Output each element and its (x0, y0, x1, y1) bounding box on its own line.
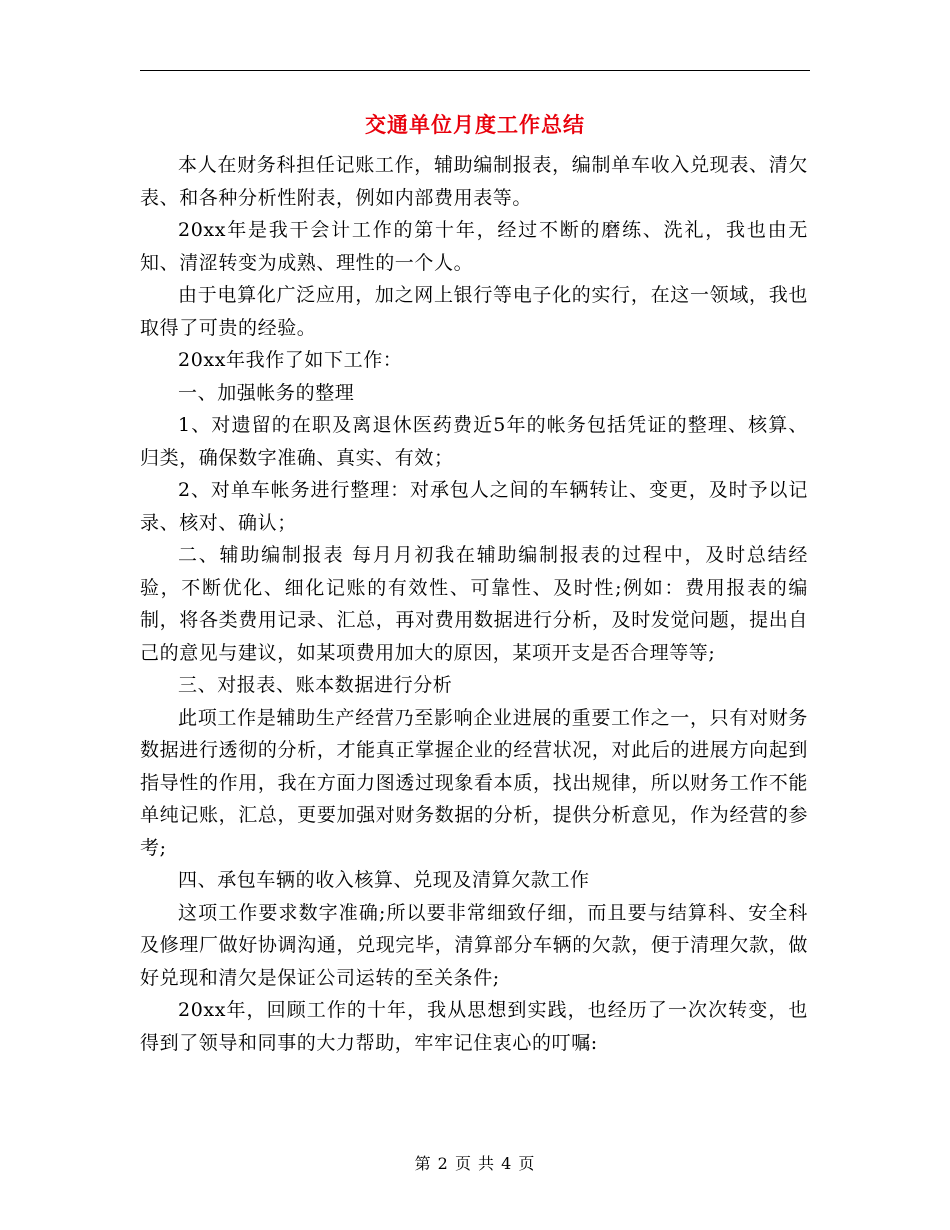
paragraph-review: 20xx年，回顾工作的十年，我从思想到实践，也经历了一次次转变，也得到了领导和同事的大力帮助，牢牢记住衷心的叮嘱: (140, 999, 808, 1054)
document-title: 交通单位月度工作总结 (365, 112, 585, 137)
paragraph-item-1: 1、对遗留的在职及离退休医药费近5年的帐务包括凭证的整理、核算、归类，确保数字准确、真实、有效； (140, 414, 808, 469)
heading-section-3: 三、对报表、账本数据进行分析 (178, 674, 453, 696)
paragraph-work-list-intro: 20xx年我作了如下工作： (178, 349, 403, 371)
document-body (140, 149, 808, 1059)
heading-section-1: 一、加强帐务的整理 (178, 381, 355, 404)
paragraph-section-4-body: 这项工作要求数字准确;所以要非常细致仔细，而且要与结算科、安全科及修理厂做好协调沟通，兑现完毕，清算部分车辆的欠款，便于清理欠款，做好兑现和清欠是保证公司运转的至关条件; (140, 901, 808, 989)
paragraph-computerization: 由于电算化广泛应用，加之网上银行等电子化的实行，在这一领域，我也取得了可贵的经验。 (140, 284, 808, 339)
header-rule (140, 70, 810, 71)
paragraph-section-3-body: 此项工作是辅助生产经营乃至影响企业进展的重要工作之一，只有对财务数据进行透彻的分析，才能真正掌握企业的经营状况，对此后的进展方向起到指导性的作用，我在方面力图透过现象看本质，找出规律，所以财务工作不能单纯记账，汇总，更要加强对财务数据的分析，提供分析意见，作为经营的参考; (140, 706, 808, 859)
paragraph-tenth-year: 20xx年是我干会计工作的第十年，经过不断的磨练、洗礼，我也由无知、清涩转变为成熟、理性的一个人。 (140, 219, 808, 274)
paragraph-section-2: 二、辅助编制报表 每月月初我在辅助编制报表的过程中，及时总结经验，不断优化、细化记账的有效性、可靠性、及时性;例如：费用报表的编制，将各类费用记录、汇总，再对费用数据进行分析，及时发觉问题，提出自己的意见与建议，如某项费用加大的原因，某项开支是否合理等等; (140, 544, 808, 664)
heading-section-4: 四、承包车辆的收入核算、兑现及清算欠款工作 (178, 869, 590, 891)
paragraph-item-2: 2、对单车帐务进行整理：对承包人之间的车辆转让、变更，及时予以记录、核对、确认； (140, 479, 808, 534)
page-number-footer: 第 2 页 共 4 页 (414, 1154, 536, 1173)
paragraph-intro: 本人在财务科担任记账工作，辅助编制报表，编制单车收入兑现表、清欠表、和各种分析性附表，例如内部费用表等。 (140, 154, 808, 209)
